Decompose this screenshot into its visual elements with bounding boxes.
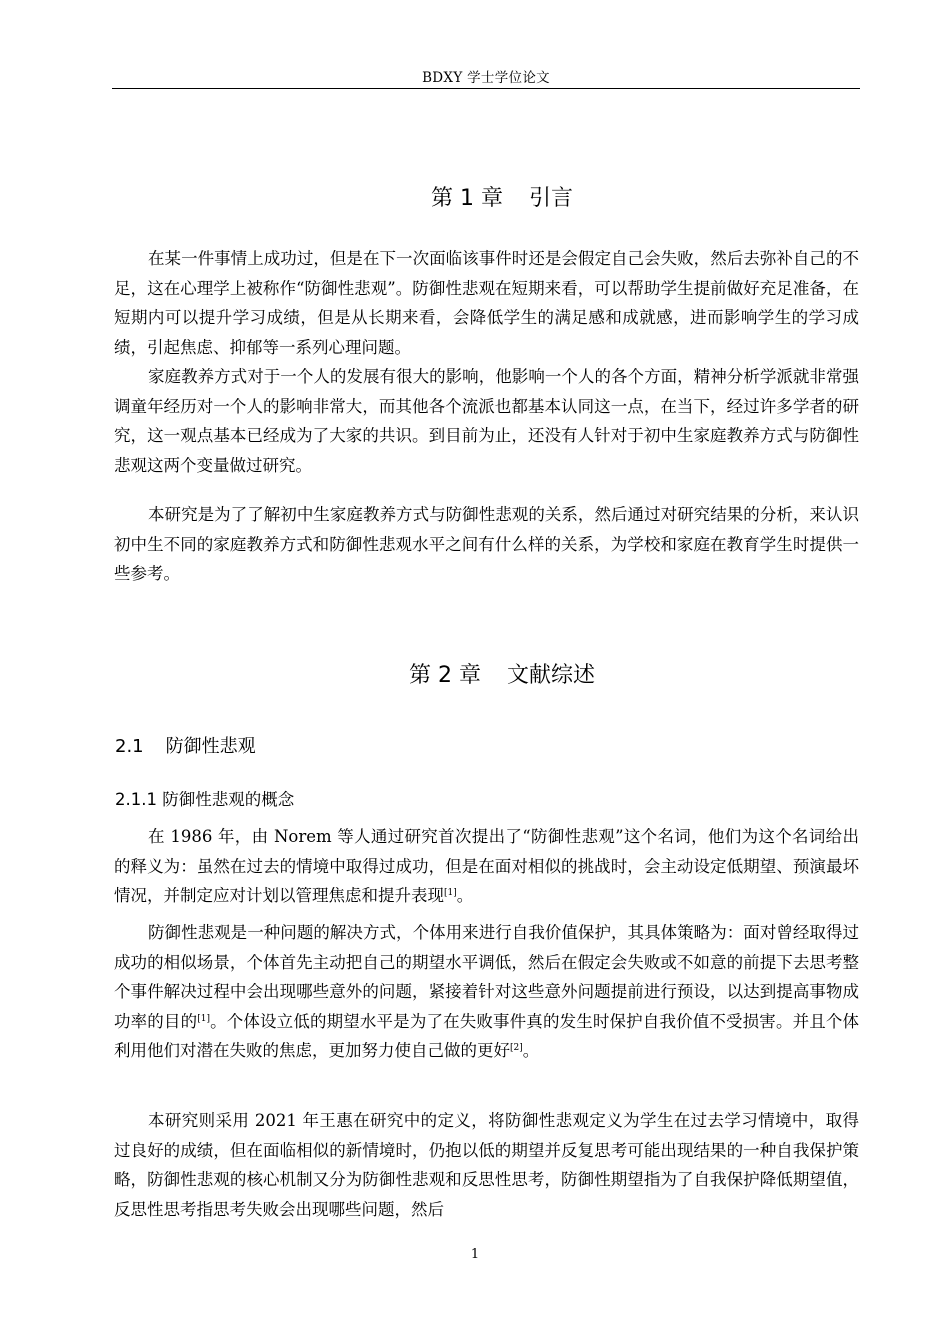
header-rule bbox=[112, 88, 860, 89]
paragraph-5-text-a: 防御性悲观是一种问题的解决方式，个体用来进行自我价值保护，其具体策略为：面对曾经取得过成功的相似场景，个体首先主动把自己的期望水平调低，然后在假定会失败或不如意的前提下去思考整个事件解决过程中会出现哪些意外的问题，紧接着针对这些意外问题提前进行预设，以达到提高事物成功率的目的 bbox=[114, 923, 859, 1031]
paragraph-4-end: 。 bbox=[456, 886, 474, 906]
chapter-1-number: 第 1 章 bbox=[431, 186, 503, 211]
section-title: 防御性悲观 bbox=[165, 736, 256, 757]
paragraph-5 bbox=[114, 918, 859, 1066]
citation-2: [2] bbox=[510, 1043, 523, 1054]
paragraph-4 bbox=[114, 822, 859, 911]
section-2-1-heading bbox=[115, 732, 256, 758]
chapter-2-heading bbox=[112, 658, 892, 689]
paragraph-3: 本研究是为了了解初中生家庭教养方式与防御性悲观的关系，然后通过对研究结果的分析，来认识初中生不同的家庭教养方式和防御性悲观水平之间有什么样的关系，为学校和家庭在教育学生时提供一些参考。 bbox=[114, 505, 859, 584]
paragraph-6: 本研究则采用 2021 年王惠在研究中的定义，将防御性悲观定义为学生在过去学习情境中，取得过良好的成绩，但在面临相似的新情境时，仍抱以低的期望并反复思考可能出现结果的一种自我保护策略，防御性悲观的核心机制又分为防御性悲观和反思性思考，防御性期望指为了自我保护降低期望值，反思性思考指思考失败会出现哪些问题，然后 bbox=[114, 1111, 859, 1219]
running-header: BDXY 学士学位论文 bbox=[422, 70, 550, 86]
citation-1b: [1] bbox=[197, 1013, 210, 1024]
section-number: 2.1 bbox=[115, 736, 144, 757]
paragraph-2: 家庭教养方式对于一个人的发展有很大的影响，他影响一个人的各个方面，精神分析学派就非常强调童年经历对一个人的影响非常大，而其他各个流派也都基本认同这一点，在当下，经过许多学者的研究，这一观点基本已经成为了大家的共识。到目前为止，还没有人针对于初中生家庭教养方式与防御性悲观这两个变量做过研究。 bbox=[114, 367, 859, 475]
chapter-1-heading bbox=[112, 181, 892, 212]
page-number: 1 bbox=[470, 1247, 480, 1262]
paragraph-5-end: 。 bbox=[522, 1041, 540, 1061]
citation-1: [1] bbox=[444, 888, 457, 899]
paragraph-4-text: 在 1986 年，由 Norem 等人通过研究首次提出了“防御性悲观”这个名词，他们为这个名词给出的释义为：虽然在过去的情境中取得过成功，但是在面对相似的挑战时，会主动设定低期望、预演最坏情况，并制定应对计划以管理焦虑和提升表现 bbox=[114, 827, 859, 906]
subsection-2-1-1-heading: 2.1.1 防御性悲观的概念 bbox=[115, 790, 295, 809]
paragraph-1: 在某一件事情上成功过，但是在下一次面临该事件时还是会假定自己会失败，然后去弥补自己的不足，这在心理学上被称作“防御性悲观”。防御性悲观在短期来看，可以帮助学生提前做好充足准备，在短期内可以提升学习成绩，但是从长期来看，会降低学生的满足感和成就感，进而影响学生的学习成绩，引起焦虑、抑郁等一系列心理问题。 bbox=[114, 249, 859, 357]
paragraph-5-text-b: 。个体设立低的期望水平是为了在失败事件真的发生时保护自我价值不受损害。并且个体利用他们对潜在失败的焦虑，更加努力使自己做的更好 bbox=[114, 1011, 860, 1061]
chapter-1-title: 引言 bbox=[528, 186, 573, 211]
chapter-2-number: 第 2 章 bbox=[409, 663, 481, 688]
chapter-2-title: 文献综述 bbox=[506, 663, 595, 688]
